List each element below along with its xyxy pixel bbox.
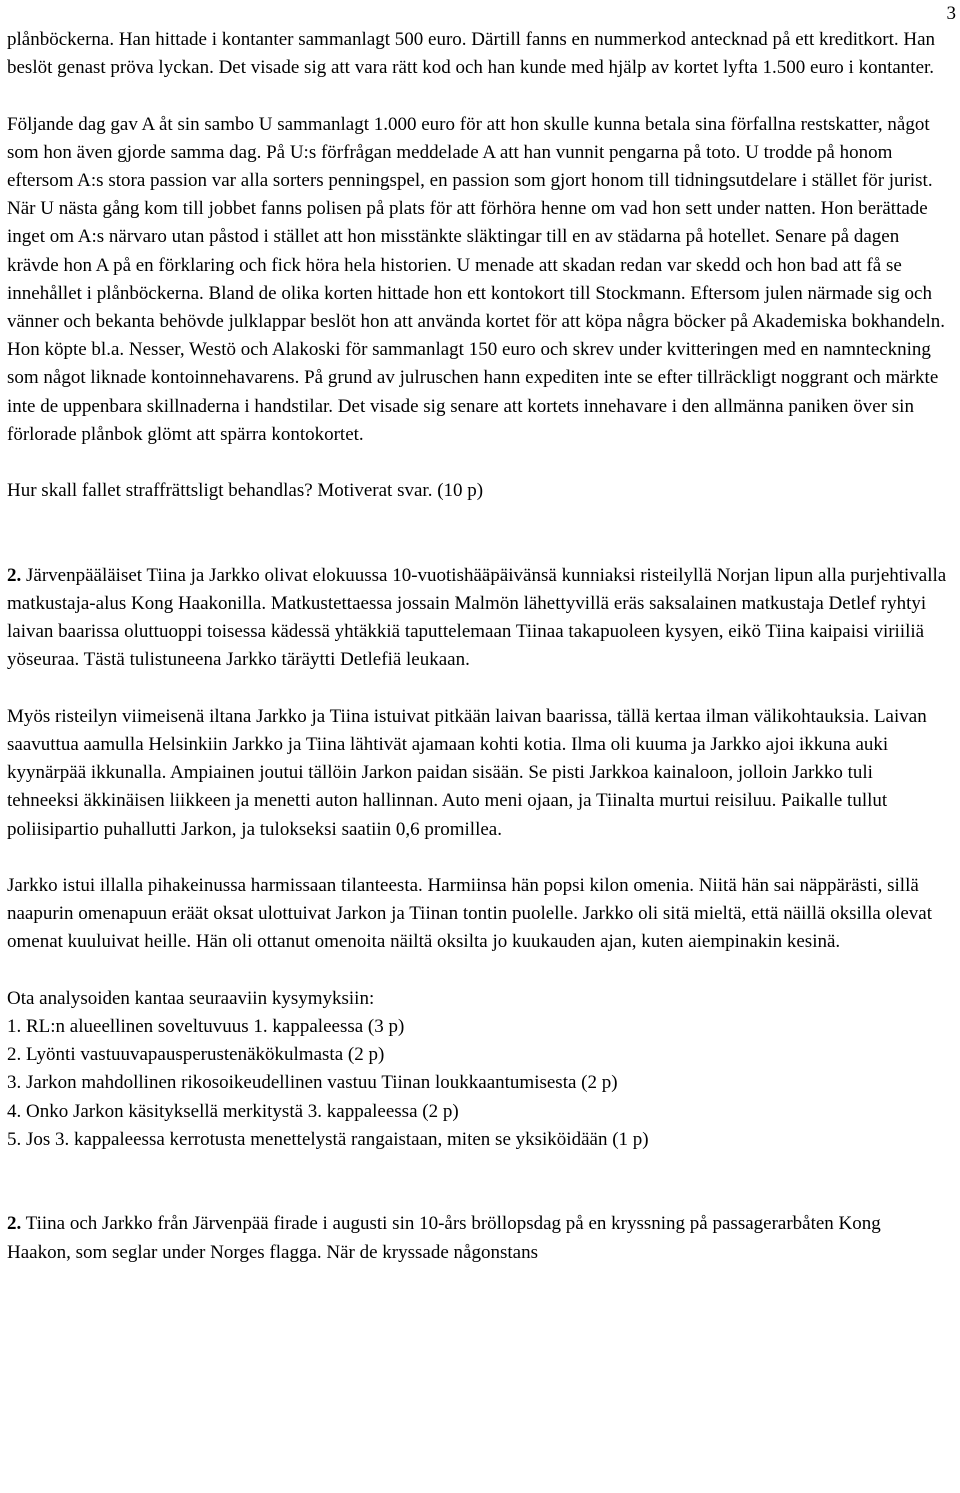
question-item: 5. Jos 3. kappaleessa kerrotusta menettelystä rangaistaan, miten se yksiköidään (1 p) (7, 1128, 649, 1150)
case2-sv-number: 2. (7, 1213, 22, 1235)
question-item: 3. Jarkon mahdollinen rikosoikeudellinen vastuu Tiinan loukkaantumisesta (2 p) (7, 1072, 618, 1094)
case2-fi-intro: Ota analysoiden kantaa seuraaviin kysymyksiin: (7, 987, 375, 1009)
question-item: 1. RL:n alueellinen soveltuvuus 1. kappaleessa (3 p) (7, 1016, 405, 1038)
document-body (7, 26, 947, 1267)
case2-sv-text-1: Tiina och Jarkko från Järvenpää firade i augusti sin 10-års bröllopsdag på en kryssning på passagerarbåten Kong Haakon, som seglar under Norges flagga. När de kryssade någonstans (7, 1213, 881, 1263)
question-item: 2. Lyönti vastuuvapausperustenäkökulmasta (2 p) (7, 1044, 385, 1066)
case2-fi-number: 2. (7, 564, 22, 586)
page-number: 3 (946, 3, 956, 24)
paragraph-sv-1: plånböckerna. Han hittade i kontanter sammanlagt 500 euro. Därtill fanns en nummerkod antecknad på ett kreditkort. Han beslöt genast pröva lyckan. Det visade sig att vara rätt kod och han kunde med hjälp av kortet lyfta 1.500 euro i kontanter. (7, 29, 936, 79)
question-sv: Hur skall fallet straffrättsligt behandlas? Motiverat svar. (10 p) (7, 480, 484, 502)
case2-fi-paragraph-2: Myös risteilyn viimeisenä iltana Jarkko ja Tiina istuivat pitkään laivan baarissa, tällä kertaa ilman välikohtauksia. Laivan saavuttua aamulla Helsinkiin Jarkko ja Tiina lähtivät ajamaan kohti kotia. Ilma oli kuuma ja Jarkko ajoi ikkuna auki kyynärpää ikkunalla. Ampiainen joutui tällöin Jarkon paidan sisään. Se pisti Jarkkoa kainaloon, jolloin Jarkko tuli tehneeksi äkkinäisen liikkeen ja menetti auton hallinnan. Auto meni ojaan, ja Tiinalta murtui reisiluu. Paikalle tullut poliisipartio puhallutti Jarkon, ja tulokseksi saatiin 0,6 promillea. (7, 705, 927, 840)
case2-fi-paragraph-1 (7, 562, 947, 675)
case2-fi-text-1: Järvenpääläiset Tiina ja Jarkko olivat elokuussa 10-vuotishääpäivänsä kunniaksi risteilyllä Norjan lipun alla purjehtivalla matkustaja-alus Kong Haakonilla. Matkustettaessa jossain Malmön lähettyvillä eräs saksalainen matkustaja Detlef ryhtyi laivan baarissa oluttuoppi toisessa kädessä yhtäkkiä taputtelemaan Tiinaa takapuoleen kysyen, eikö Tiina kaipaisi viriiliä yöseuraa. Tästä tulistuneena Jarkko täräytti Detlefiä leukaan. (7, 564, 947, 671)
case2-sv-paragraph-1 (7, 1210, 947, 1266)
case2-fi-paragraph-3: Jarkko istui illalla pihakeinussa harmissaan tilanteesta. Harmiinsa hän popsi kilon omenia. Niitä hän sai näppärästi, sillä naapurin omenapuun eräät oksat ulottuivat Jarkon ja Tiinan tontin puolelle. Jarkko oli sitä mieltä, että näillä oksilla olevat omenat kuuluivat heille. Hän oli ottanut omenoita näiltä oksilta jo kuukauden ajan, kuten aiempinakin kesinä. (7, 875, 932, 953)
paragraph-sv-2: Följande dag gav A åt sin sambo U sammanlagt 1.000 euro för att hon skulle kunna betala sina förfallna restskatter, något som hon även gjorde samma dag. På U:s förfrågan meddelade A att han vunnit pengarna på toto. U trodde på honom eftersom A:s stora passion var alla sorters penningspel, en passion som gjort honom till tidningsutdelare i stället för jurist. När U nästa gång kom till jobbet fanns polisen på plats för att förhöra henne om vad hon sett under natten. Hon berättade inget om A:s närvaro utan påstod i stället att hon misstänkte släktingar till en av städarna på hotellet. Senare på dagen krävde hon A på en förklaring och fick höra hela historien. U menade att skadan redan var skedd och hon bad att få se innehållet i plånböckerna. Bland de olika korten hittade hon ett kontokort till Stockmann. Eftersom julen närmade sig och vänner och bekanta behövde julklappar beslöt hon att använda kortet för att köpa några böcker på Akademiska bokhandeln. Hon köpte bl.a. Nesser, Westö och Alakoski för sammanlagt 150 euro och skrev under kvitteringen med en namnteckning som något liknade kontoinnehavarens. På grund av julruschen hann expediten inte se efter tillräckligt noggrant och märkte inte de uppenbara skillnaderna i handstilar. Det visade sig senare att kortets innehavare i den allmänna paniken över sin förlorade plånbok glömt att spärra kontokortet. (7, 113, 946, 445)
question-item: 4. Onko Jarkon käsityksellä merkitystä 3. kappaleessa (2 p) (7, 1100, 459, 1122)
question-list (7, 1013, 947, 1154)
